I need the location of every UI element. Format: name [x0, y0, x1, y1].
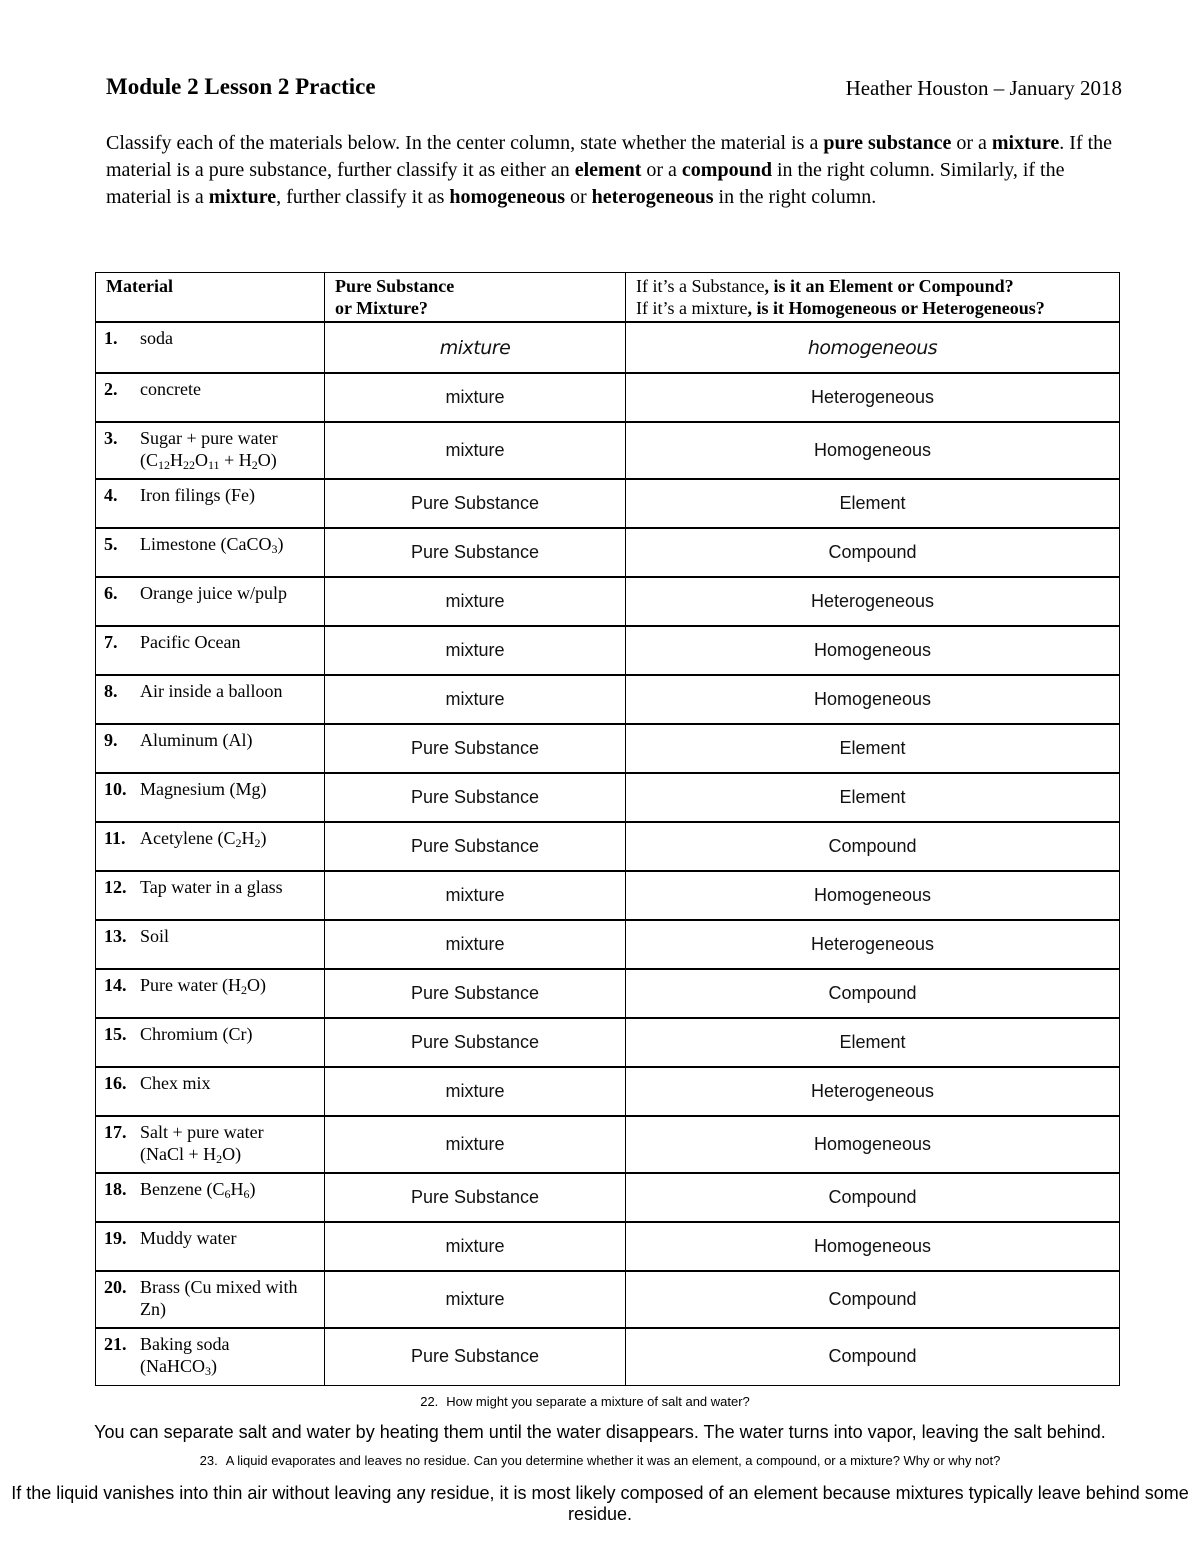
type-cell: mixture — [325, 1222, 626, 1271]
type-cell: mixture — [325, 1067, 626, 1116]
table-row — [96, 920, 1120, 969]
type-cell: Pure Substance — [325, 969, 626, 1018]
material-cell: 16. Chex mix — [96, 1067, 325, 1116]
class-cell: Homogeneous — [626, 1222, 1120, 1271]
table-header-row — [96, 273, 1120, 323]
material-cell: 7. Pacific Ocean — [96, 626, 325, 675]
type-cell: Pure Substance — [325, 822, 626, 871]
class-cell: Heterogeneous — [626, 373, 1120, 422]
answer-23: If the liquid vanishes into thin air without leaving any residue, it is most likely composed of an element because mixtures typically leave behind some residue. — [11, 1483, 1189, 1524]
table-row — [96, 322, 1120, 373]
material-cell: 4. Iron filings (Fe) — [96, 479, 325, 528]
type-cell: mixture — [325, 626, 626, 675]
material-cell: 21. Baking soda (NaHCO$_3$) — [96, 1328, 325, 1385]
material-cell: 12. Tap water in a glass — [96, 871, 325, 920]
type-cell: Pure Substance — [325, 1018, 626, 1067]
type-cell: mixture — [325, 577, 626, 626]
formula: (NaCl + $H_2O$) — [140, 1144, 242, 1166]
class-cell: Homogeneous — [626, 1116, 1120, 1173]
class-cell: Compound — [626, 822, 1120, 871]
class-cell: Homogeneous — [626, 626, 1120, 675]
table-row — [96, 422, 1120, 479]
table-row — [96, 1173, 1120, 1222]
page-title: Module 2 Lesson 2 Practice — [106, 74, 376, 99]
type-cell: mixture — [325, 1271, 626, 1328]
type-cell: Pure Substance — [325, 1173, 626, 1222]
material-cell: 18. Benzene $(C_6H_6)$ — [96, 1173, 325, 1222]
material-cell: 17. Salt + pure water (NaCl + $H_2O$) — [96, 1116, 325, 1173]
material-cell: 19. Muddy water — [96, 1222, 325, 1271]
type-cell: mixture — [325, 871, 626, 920]
type-cell: Pure Substance — [325, 773, 626, 822]
header-class: If it’s a Substance, is it an Element or Compound? If it’s a mixture, is it Homogeneous or Heterogeneous? — [626, 273, 1120, 323]
header-type: Pure Substance or Mixture? — [325, 273, 626, 323]
class-cell: Compound — [626, 1328, 1120, 1385]
type-cell: Pure Substance — [325, 528, 626, 577]
class-cell: Homogeneous — [626, 871, 1120, 920]
question-22: 22. How might you separate a mixture of salt and water? — [420, 1394, 750, 1409]
table-row — [96, 969, 1120, 1018]
type-cell: mixture — [325, 920, 626, 969]
table-row — [96, 1271, 1120, 1328]
class-cell: Element — [626, 479, 1120, 528]
material-cell: 13. Soil — [96, 920, 325, 969]
classification-table — [95, 272, 1120, 1386]
class-cell: Homogeneous — [626, 422, 1120, 479]
table-row — [96, 1067, 1120, 1116]
table-row — [96, 373, 1120, 422]
formula: $(C_{12}H_{22}O_{11} + H_2O)$ — [140, 450, 277, 472]
type-cell: mixture — [325, 675, 626, 724]
class-cell: Element — [626, 1018, 1120, 1067]
table-row — [96, 822, 1120, 871]
table-row — [96, 871, 1120, 920]
material-cell: 10. Magnesium (Mg) — [96, 773, 325, 822]
instructions: Classify each of the materials below. In the center column, state whether the material is a pure substance or a mixture. If the material is a pure substance, further classify it as either an element or a compound in the right column. Similarly, if the material is a mixture, further classify it as homogeneous or heterogeneous in the right column. — [106, 132, 1113, 208]
table-row — [96, 626, 1120, 675]
type-cell: mixture — [325, 1116, 626, 1173]
material-cell: 1. soda — [96, 322, 325, 373]
material-cell: 2. concrete — [96, 373, 325, 422]
type-cell: Pure Substance — [325, 724, 626, 773]
type-cell: mixture — [325, 373, 626, 422]
answer-22: You can separate salt and water by heating them until the water disappears. The water turns into vapor, leaving the salt behind. — [94, 1422, 1106, 1442]
table-row — [96, 577, 1120, 626]
class-cell: Heterogeneous — [626, 920, 1120, 969]
type-cell: mixture — [325, 422, 626, 479]
class-cell: Element — [626, 724, 1120, 773]
material-cell: 3. Sugar + pure water $(C_{12}H_{22}O_{11} + H_2O)$ — [96, 422, 325, 479]
class-cell: Compound — [626, 1271, 1120, 1328]
type-cell: mixture — [325, 322, 626, 373]
material-cell: 5. Limestone (CaCO$_3$) — [96, 528, 325, 577]
class-cell: Compound — [626, 528, 1120, 577]
class-cell: Heterogeneous — [626, 1067, 1120, 1116]
question-23: 23. A liquid evaporates and leaves no residue. Can you determine whether it was an element, a compound, or a mixture? Why or why not? — [199, 1453, 1001, 1468]
material-cell: 8. Air inside a balloon — [96, 675, 325, 724]
table-row — [96, 1116, 1120, 1173]
table-row — [96, 1328, 1120, 1385]
material-cell: 15. Chromium (Cr) — [96, 1018, 325, 1067]
table-row — [96, 479, 1120, 528]
type-cell: Pure Substance — [325, 479, 626, 528]
class-cell: Compound — [626, 1173, 1120, 1222]
table-row — [96, 1222, 1120, 1271]
type-cell: Pure Substance — [325, 1328, 626, 1385]
formula: (NaHCO$_3$) — [140, 1356, 217, 1378]
table-row — [96, 773, 1120, 822]
class-cell: Element — [626, 773, 1120, 822]
table-row — [96, 675, 1120, 724]
material-cell: 14. Pure water $(H_2O)$ — [96, 969, 325, 1018]
author-date: Heather Houston – January 2018 — [845, 76, 1122, 100]
table-row — [96, 528, 1120, 577]
table-row — [96, 1018, 1120, 1067]
material-cell: 20. Brass (Cu mixed with Zn) — [96, 1271, 325, 1328]
class-cell: homogeneous — [626, 322, 1120, 373]
class-cell: Homogeneous — [626, 675, 1120, 724]
header-material: Material — [96, 273, 325, 323]
material-cell: 11. Acetylene $(C_2H_2)$ — [96, 822, 325, 871]
material-cell: 6. Orange juice w/pulp — [96, 577, 325, 626]
class-cell: Compound — [626, 969, 1120, 1018]
table-row — [96, 724, 1120, 773]
material-cell: 9. Aluminum (Al) — [96, 724, 325, 773]
class-cell: Heterogeneous — [626, 577, 1120, 626]
